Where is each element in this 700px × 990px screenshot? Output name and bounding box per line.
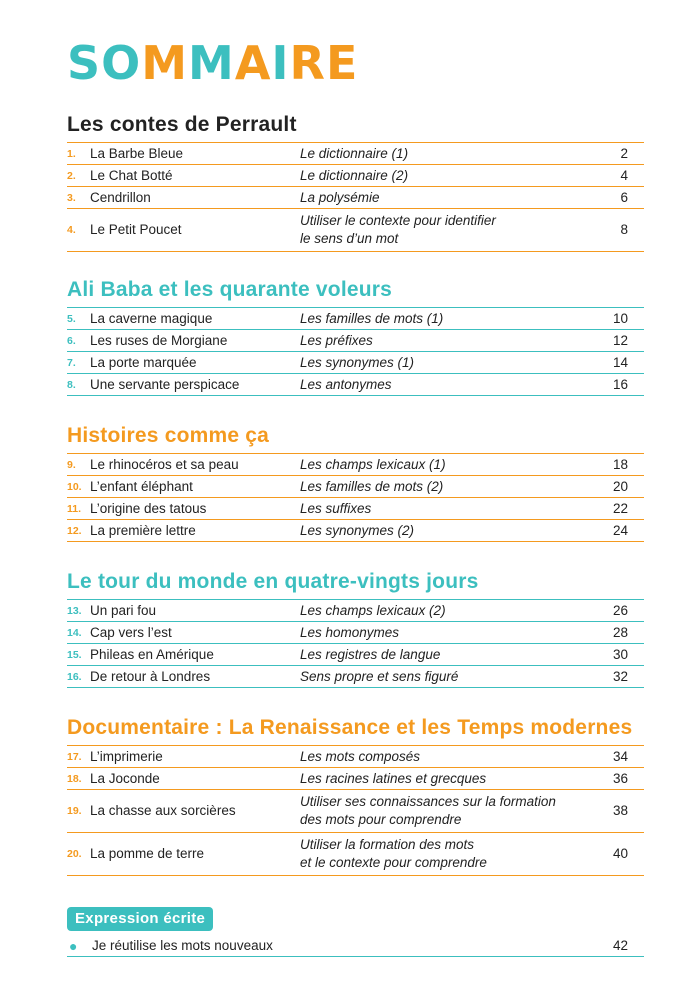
lesson-title: Les suffixes [300,500,372,516]
lesson-title: Les préfixes [300,332,373,348]
story-title: Cendrillon [90,189,151,205]
section-rows [67,142,644,252]
story-title: Cap vers l’est [90,624,172,640]
section-histoires-comme-ca [67,423,644,542]
toc-row[interactable] [67,520,644,542]
section-rows [67,453,644,542]
row-number: 10. [67,480,82,493]
toc-row[interactable] [67,374,644,396]
lesson-title: Les antonymes [300,376,392,392]
page-number: 30 [612,646,628,662]
toc-row[interactable] [67,833,644,876]
lesson-title: La polysémie [300,189,380,205]
story-title: De retour à Londres [90,668,211,684]
page-number: 22 [612,500,628,516]
page-title [67,36,358,90]
section-title: Histoires comme ça [67,424,270,447]
row-number: 18. [67,772,82,785]
page-number: 40 [612,846,628,861]
lesson-title: Les synonymes (2) [300,522,415,538]
story-title: Un pari fou [90,602,157,618]
lesson-title: Les racines latines et grecques [300,770,487,786]
section-contes-perrault [67,112,644,252]
toc-row[interactable] [67,330,644,352]
row-number: 19. [67,805,82,817]
section-ali-baba [67,277,644,396]
page-number: 26 [612,602,628,618]
lesson-title: Utiliser le contexte pour identifier le sens d’un mot [300,213,496,246]
story-title: Le rhinocéros et sa peau [90,456,239,472]
row-number: 5. [67,312,76,325]
page-number: 8 [620,222,628,237]
row-number: 17. [67,750,82,763]
lesson-title: Utiliser ses connaissances sur la formation des mots pour comprendre [300,794,556,827]
section-expression-ecrite [67,907,644,957]
lesson-title: Les mots composés [300,748,421,764]
story-title: Le Petit Poucet [90,222,182,237]
section-rows [67,745,644,876]
section-documentaire [67,715,644,876]
page-number: 34 [612,748,628,764]
toc-row[interactable] [67,352,644,374]
story-title: Le Chat Botté [90,167,173,183]
lesson-title: Les familles de mots (2) [300,478,444,494]
row-number: 9. [67,458,76,471]
row-number: 11. [67,502,82,515]
lesson-title: Les homonymes [300,624,400,640]
lesson-title: Utiliser la formation des mots et le contexte pour comprendre [300,837,487,870]
row-number: 7. [67,356,76,369]
expression-badge: Expression écrite [67,907,213,931]
lesson-title: Sens propre et sens figuré [300,668,459,684]
title-letter: O [101,36,142,90]
title-letter: M [141,36,189,90]
row-number: 13. [67,604,82,617]
row-number: 20. [67,848,82,860]
lesson-title: Le dictionnaire (1) [300,145,409,161]
toc-row[interactable] [67,209,644,252]
section-title: Documentaire : La Renaissance et les Temps modernes [67,716,633,739]
row-number: 14. [67,626,82,639]
lesson-title: Les champs lexicaux (2) [300,602,446,618]
toc-row[interactable] [67,187,644,209]
row-number: 8. [67,378,76,391]
toc-row[interactable] [67,622,644,644]
toc-row[interactable] [67,454,644,476]
toc-row[interactable] [67,790,644,833]
story-title: Les ruses de Morgiane [90,332,228,348]
page-number: 36 [612,770,628,786]
page-number: 16 [612,376,628,392]
page-number: 4 [620,167,628,183]
story-title: Phileas en Amérique [90,646,214,662]
row-number: 15. [67,648,82,661]
lesson-title: Le dictionnaire (2) [300,167,409,183]
toc-row[interactable] [67,308,644,330]
toc-row[interactable] [67,143,644,165]
toc-row[interactable] [67,768,644,790]
page-number: 18 [612,456,628,472]
toc-row[interactable] [67,666,644,688]
story-title: L’enfant éléphant [90,478,193,494]
title-letter: E [325,36,359,90]
row-number: 3. [67,191,76,204]
lesson-title: Les champs lexicaux (1) [300,456,446,472]
toc-row[interactable] [67,600,644,622]
title-letter: R [289,36,326,90]
page-number: 38 [612,803,628,818]
badge-wrapper [67,907,644,931]
row-number: 12. [67,524,82,537]
story-title: La porte marquée [90,354,197,370]
lesson-title: Les synonymes (1) [300,354,415,370]
page-number: 2 [620,145,628,161]
toc-row[interactable] [67,746,644,768]
title-letter: M [188,36,235,90]
section-title: Les contes de Perrault [67,113,297,136]
toc-row[interactable] [67,498,644,520]
page-number: 10 [612,310,628,326]
story-title: La Barbe Bleue [90,145,184,161]
page-number: 42 [612,937,628,953]
page-number: 20 [612,478,628,494]
page-number: 24 [612,522,628,538]
section-title: Le tour du monde en quatre-vingts jours [67,570,479,593]
bullet-icon: ● [69,937,78,954]
lesson-title: Les familles de mots (1) [300,310,444,326]
toc-row[interactable] [67,935,644,957]
page-number: 6 [620,189,628,205]
lesson-title: Les registres de langue [300,646,441,662]
page-number: 14 [612,354,628,370]
section-rows [67,935,644,957]
toc-row[interactable] [67,644,644,666]
page-number: 32 [612,668,628,684]
story-title: Une servante perspicace [90,376,240,392]
section-title: Ali Baba et les quarante voleurs [67,278,393,301]
title-letter: A [234,36,272,90]
item-title: Je réutilise les mots nouveaux [92,937,273,953]
story-title: La première lettre [90,522,196,538]
section-rows [67,599,644,688]
section-rows [67,307,644,396]
row-number: 1. [67,147,76,160]
row-number: 2. [67,169,76,182]
toc-row[interactable] [67,165,644,187]
story-title: La Joconde [90,770,160,786]
title-letter: I [271,36,290,90]
page-number: 28 [612,624,628,640]
title-letter: S [67,36,102,90]
story-title: La pomme de terre [90,846,205,861]
toc-row[interactable] [67,476,644,498]
page-number: 12 [612,332,628,348]
row-number: 6. [67,334,76,347]
row-number: 4. [67,224,76,236]
story-title: La caverne magique [90,310,213,326]
story-title: La chasse aux sorcières [90,803,236,818]
story-title: L’origine des tatous [90,500,207,516]
section-tour-du-monde [67,569,644,688]
row-number: 16. [67,670,82,683]
story-title: L’imprimerie [90,748,163,764]
